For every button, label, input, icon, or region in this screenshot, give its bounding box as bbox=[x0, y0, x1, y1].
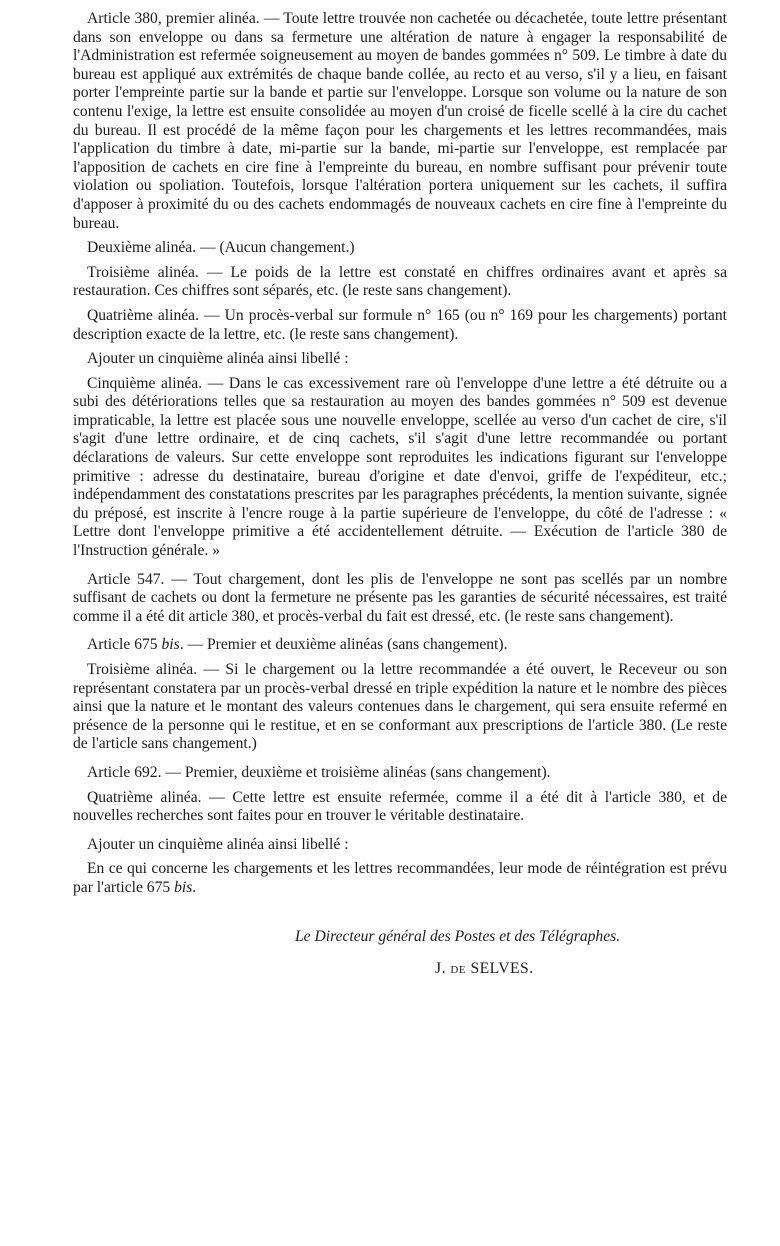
article-675-label: Article 675 bbox=[87, 636, 162, 654]
final-alinea-end: . bbox=[192, 878, 197, 896]
paragraph-deuxieme-alinea: Deuxième alinéa. — (Aucun changement.) bbox=[87, 239, 355, 257]
bis-italic: bis bbox=[161, 636, 180, 654]
paragraph-ajouter-cinquieme: Ajouter un cinquième alinéa ainsi libellé : bbox=[87, 350, 349, 368]
paragraph-article-547: Article 547. — Tout chargement, dont les plis de l'enveloppe ne sont pas scellés par un nombre suffisant de cachets ou dont la fermeture ne présente pas les garanties de sécurité nécessaires, est traité comme il a été dit article 380, et procès-verbal du fait est dressé, etc. (le reste sans changement). bbox=[73, 570, 727, 625]
signature-title: Le Directeur général des Postes et des Télégraphes. bbox=[295, 927, 621, 945]
signature-surname: SELVES. bbox=[466, 960, 534, 978]
bis-italic-final: bis bbox=[174, 878, 193, 896]
signature-name bbox=[73, 960, 727, 979]
paragraph-quatrieme-alinea: Quatrième alinéa. — Un procès-verbal sur formule n° 165 (ou n° 169 pour les chargements) portant description exacte de la lettre, etc. (le reste sans changement). bbox=[73, 306, 727, 343]
article-675-rest: . — Premier et deuxième alinéas (sans changement). bbox=[179, 636, 508, 654]
signature-prefix: de bbox=[450, 960, 467, 978]
paragraph-ajouter-cinquieme-2: Ajouter un cinquième alinéa ainsi libellé : bbox=[87, 835, 349, 853]
signature-initial: J. bbox=[435, 960, 451, 978]
paragraph-article-380: Article 380, premier alinéa. — Toute lettre trouvée non cachetée ou décachetée, toute lettre présentant dans son enveloppe ou dans sa fermeture une altération de nature à engager la responsabilité de l'Administration est refermée soigneusement au moyen de bandes gommées n° 509. Le timbre à date du bureau est appliqué aux extrémités de chaque bande collée, au recto et au verso, s'il y a lieu, en faisant porter l'empreinte partie sur la bande et partie sur l'enveloppe. Lorsque son volume ou la nature de son contenu l'exige, la lettre est ensuite consolidée au moyen d'un croisé de ficelle scellé à la cire du cachet du bureau. Il est procédé de la même façon pour les chargements et les lettres recommandées, mais l'application du timbre à date, mi-partie sur la bande, mi-partie sur l'enveloppe, est remplacée par l'apposition de cachets en cire fine à l'empreinte du bureau, en nombre suffisant pour prévenir toute violation ou spoliation. Toutefois, lorsque l'altération portera uniquement sur les cachets, il suffira d'apposer à proximité du ou des cachets endommagés de nouveaux cachets en cire fine à l'empreinte du bureau. bbox=[73, 10, 727, 232]
paragraph-troisieme-alinea-675: Troisième alinéa. — Si le chargement ou la lettre recommandée a été ouvert, le Receveur ou son représentant constatera par un procès-verbal dressé en triple expédition la nature et le nombre des pièces ainsi que la nature et le montant des valeurs contenues dans le chargement, qui sera ensuite refermé en présence de la personne qui le restitue, et en se conformant aux prescriptions de l'article 380. (Le reste de l'article sans changement.) bbox=[73, 661, 727, 753]
paragraph-final-alinea bbox=[73, 860, 727, 897]
paragraph-cinquieme-alinea: Cinquième alinéa. — Dans le cas excessivement rare où l'enveloppe d'une lettre a été détruite ou a subi des détériorations telles que sa restauration au moyen des bandes gommées n° 509 est devenue impraticable, la lettre est placée sous une nouvelle enveloppe, scellée au verso d'un cachet de cire, s'il s'agit d'une lettre ordinaire, et de cinq cachets, s'il s'agit d'une lettre recommandée ou portant déclarations de valeurs. Sur cette enveloppe sont reproduites les indications figurant sur l'enveloppe primitive : adresse du destinataire, bureau d'origine et date d'envoi, griffe de l'expéditeur, etc.; indépendamment des constatations prescrites par les paragraphes précédents, la mention suivante, signée du préposé, est inscrite à l'encre rouge à la partie supérieure de l'enveloppe, du côté de l'adresse : « Lettre dont l'enveloppe primitive a été accidentellement détruite. — Exécution de l'article 380 de l'Instruction générale. » bbox=[73, 374, 727, 560]
signature-block bbox=[73, 928, 727, 979]
paragraph-article-675-bis bbox=[73, 636, 727, 655]
final-alinea-text: En ce qui concerne les chargements et les lettres recommandées, leur mode de réintégration est prévu par l'article 675 bbox=[73, 860, 727, 896]
paragraph-article-692: Article 692. — Premier, deuxième et troisième alinéas (sans changement). bbox=[87, 763, 551, 781]
paragraph-troisieme-alinea: Troisième alinéa. — Le poids de la lettre est constaté en chiffres ordinaires avant et après sa restauration. Ces chiffres sont séparés, etc. (le reste sans changement). bbox=[73, 263, 727, 300]
paragraph-quatrieme-alinea-692: Quatrième alinéa. — Cette lettre est ensuite refermée, comme il a été dit à l'article 380, et de nouvelles recherches sont faites pour en trouver le véritable destinataire. bbox=[73, 788, 727, 825]
document-page bbox=[73, 10, 727, 979]
